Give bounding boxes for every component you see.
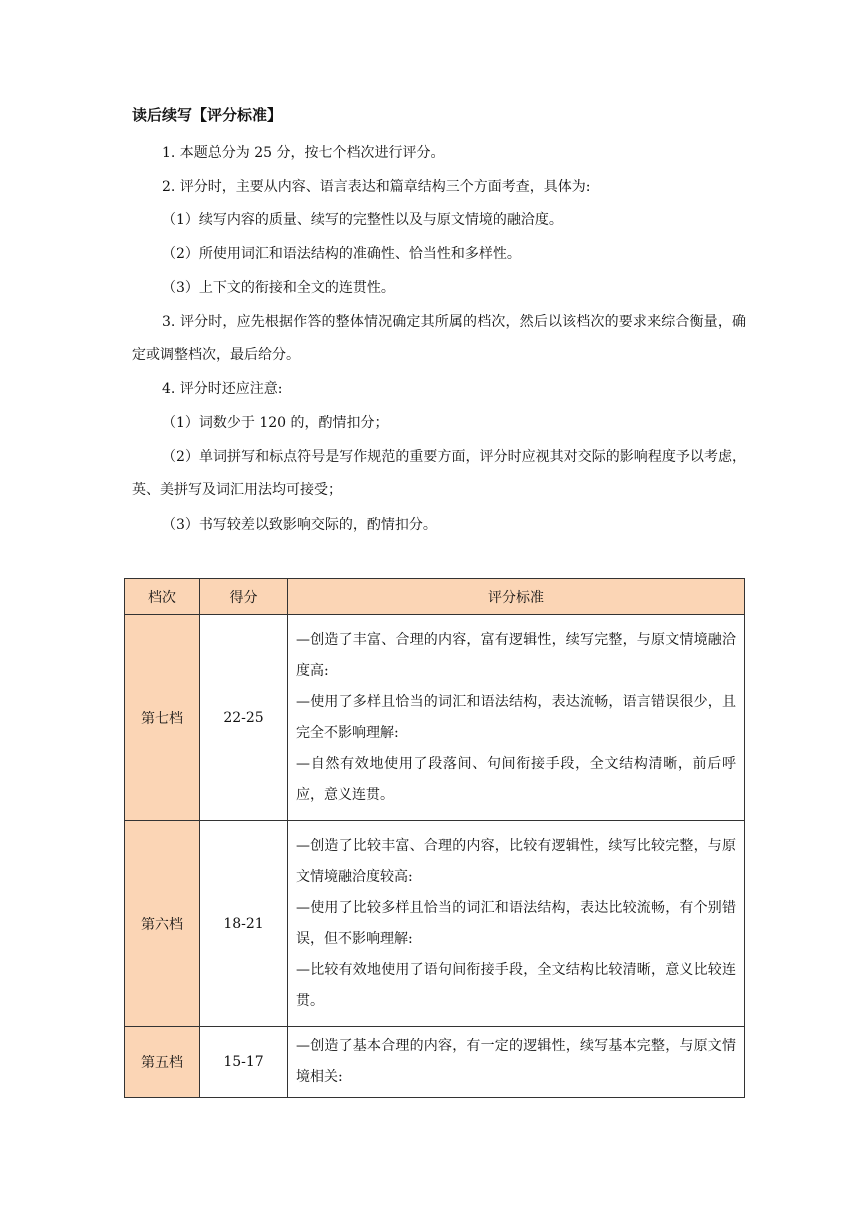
paragraph-4: 4. 评分时还应注意: bbox=[162, 381, 283, 397]
paragraph-2: 2. 评分时，主要从内容、语言表达和篇章结构三个方面考查，具体为: bbox=[162, 179, 591, 195]
scoring-table bbox=[124, 578, 745, 1098]
header-criteria: 评分标准 bbox=[288, 579, 745, 615]
table-header-row bbox=[125, 579, 745, 615]
criteria-line: —创造了基本合理的内容，有一定的逻辑性，续写基本完整，与原文情境相关: bbox=[296, 1038, 736, 1085]
table-row bbox=[125, 821, 745, 1027]
score-cell: 22-25 bbox=[200, 615, 288, 821]
header-level: 档次 bbox=[125, 579, 200, 615]
score-cell: 15-17 bbox=[200, 1027, 288, 1098]
paragraph-4-item-2: （2）单词拼写和标点符号是写作规范的重要方面，评分时应视其对交际的影响程度予以考虑，英、美拼写及词汇用法均可接受； bbox=[132, 449, 746, 498]
paragraph-4-item-1: （1）词数少于 120 的，酌情扣分； bbox=[162, 415, 389, 431]
document-title: 读后续写【评分标准】 bbox=[132, 106, 283, 124]
table-row bbox=[125, 615, 745, 821]
header-score: 得分 bbox=[200, 579, 288, 615]
level-cell: 第五档 bbox=[125, 1027, 200, 1098]
paragraph-2-item-1: （1）续写内容的质量、续写的完整性以及与原文情境的融洽度。 bbox=[162, 212, 563, 228]
paragraph-3: 3. 评分时，应先根据作答的整体情况确定其所属的档次，然后以该档次的要求来综合衡量，确定或调整档次，最后给分。 bbox=[132, 314, 746, 363]
criteria-line: —自然有效地使用了段落间、句间衔接手段，全文结构清晰，前后呼应，意义连贯。 bbox=[296, 755, 736, 803]
criteria-cell bbox=[288, 615, 745, 821]
paragraph-2-item-2: （2）所使用词汇和语法结构的准确性、恰当性和多样性。 bbox=[162, 246, 521, 262]
criteria-line: —创造了丰富、合理的内容，富有逻辑性，续写完整，与原文情境融洽度高: bbox=[296, 631, 736, 679]
criteria-cell bbox=[288, 821, 745, 1027]
criteria-line: —使用了多样且恰当的词汇和语法结构，表达流畅，语言错误很少，且完全不影响理解: bbox=[296, 693, 736, 741]
criteria-line: —比较有效地使用了语句间衔接手段，全文结构比较清晰，意义比较连贯。 bbox=[296, 961, 736, 1009]
score-cell: 18-21 bbox=[200, 821, 288, 1027]
table-row bbox=[125, 1027, 745, 1098]
level-cell: 第六档 bbox=[125, 821, 200, 1027]
criteria-line: —使用了比较多样且恰当的词汇和语法结构，表达比较流畅，有个别错误，但不影响理解: bbox=[296, 899, 736, 947]
paragraph-4-item-3: （3）书写较差以致影响交际的，酌情扣分。 bbox=[162, 517, 437, 533]
criteria-cell bbox=[288, 1027, 745, 1098]
criteria-line: —创造了比较丰富、合理的内容，比较有逻辑性，续写比较完整，与原文情境融洽度较高: bbox=[296, 837, 736, 885]
paragraph-2-item-3: （3）上下文的衔接和全文的连贯性。 bbox=[162, 280, 395, 296]
level-cell: 第七档 bbox=[125, 615, 200, 821]
paragraph-1: 1. 本题总分为 25 分，按七个档次进行评分。 bbox=[162, 145, 445, 161]
